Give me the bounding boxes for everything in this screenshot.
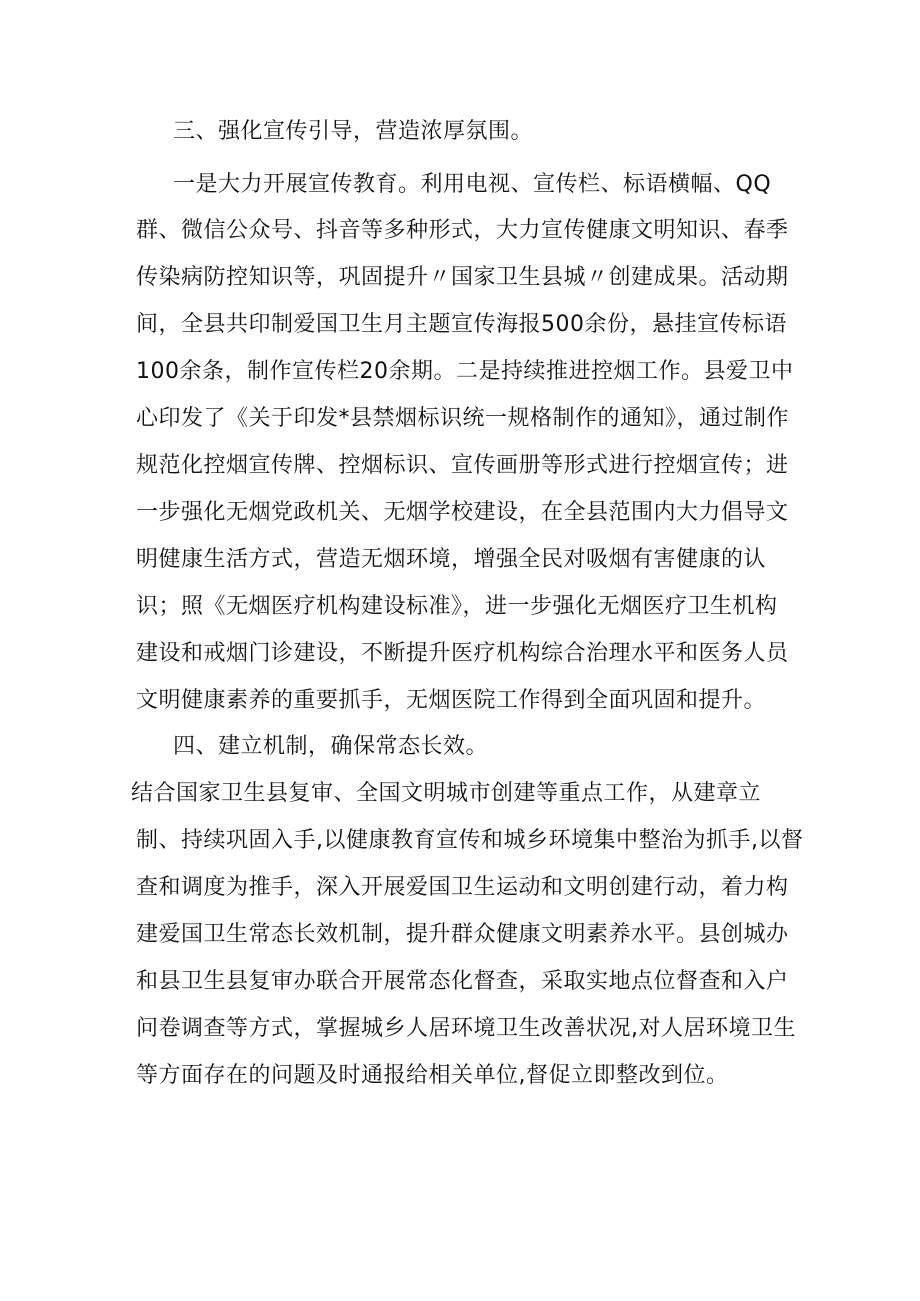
section-3-line: 规范化控烟宣传牌、控烟标识、宣传画册等形式进行控烟宣传；进 [136,453,789,478]
section-4-line: 和县卫生县复审办联合开展常态化督查，采取实地点位督查和入户 [136,969,789,994]
section-3-line: 一是大力开展宣传教育。利用电视、宣传栏、标语横幅、QQ [173,172,772,197]
section-3-line: 明健康生活方式，营造无烟环境，增强全民对吸烟有害健康的认 [136,547,767,572]
section-4-line: 等方面存在的问题及时通报给相关单位,督促立即整改到位。 [136,1063,729,1088]
section-3-heading: 三、强化宣传引导，营造浓厚氛围。 [173,119,534,144]
section-3-line: 识；照《无烟医疗机构建设标准》，进一步强化无烟医疗卫生机构 [136,594,778,619]
section-3-line: 文明健康素养的重要抓手，无烟医院工作得到全面巩固和提升。 [136,688,767,713]
section-3-line: 心印发了《关于印发*县禁烟标识统一规格制作的通知》，通过制作 [136,406,790,431]
section-3-line: 群、微信公众号、抖音等多种形式，大力宣传健康文明知识、春季 [136,218,789,243]
section-3-line: 传染病防控知识等，巩固提升〃国家卫生县城〃创建成果。活动期 [136,265,789,290]
section-3-line: 一步强化无烟党政机关、无烟学校建设，在全县范围内大力倡导文 [136,500,789,525]
section-4-line: 制、持续巩固入手,以健康教育宣传和城乡环境集中整治为抓手,以督 [136,828,804,853]
section-4-line: 查和调度为推手，深入开展爱国卫生运动和文明创建行动，着力构 [136,875,789,900]
section-4-line: 问卷调查等方式，掌握城乡人居环境卫生改善状况,对人居环境卫生 [136,1016,796,1041]
section-3-line: 100余条，制作宣传栏20余期。二是持续推进控烟工作。县爱卫中 [136,359,794,384]
section-3-line: 间，全县共印制爱国卫生月主题宣传海报500余份，悬挂宣传标语 [136,312,787,337]
section-4-heading: 四、建立机制，确保常态长效。 [173,734,489,759]
section-3-line: 建设和戒烟门诊建设，不断提升医疗机构综合治理水平和医务人员 [136,641,789,666]
section-4-line: 建爱国卫生常态长效机制，提升群众健康文明素养水平。县创城办 [136,922,789,947]
section-4-line: 结合国家卫生县复审、全国文明城市创建等重点工作，从建章立 [131,781,762,806]
